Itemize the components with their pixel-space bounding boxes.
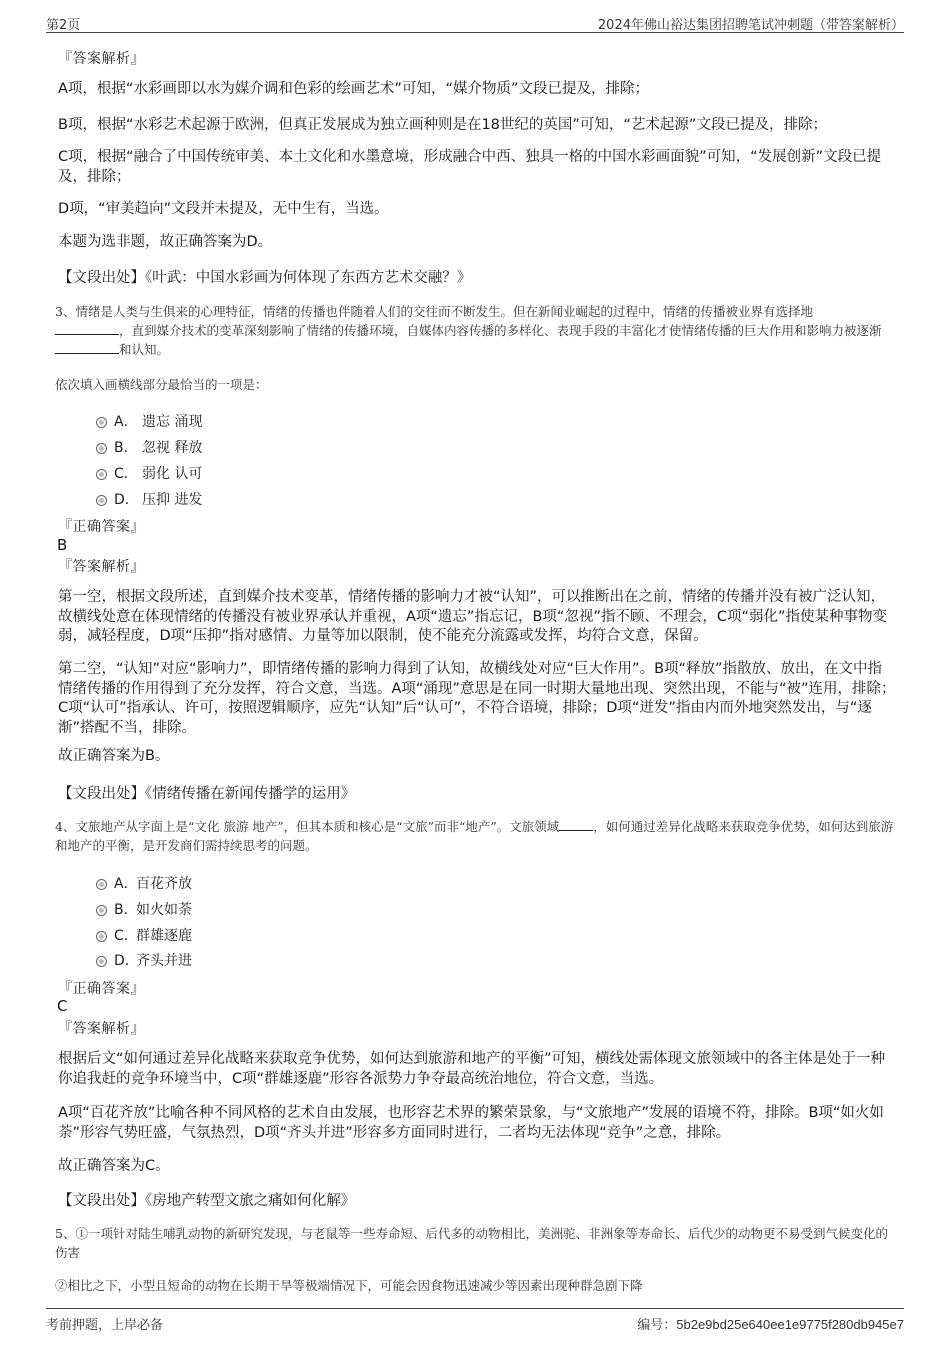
question-prompt: 依次填入画横线部分最恰当的一项是：: [55, 377, 268, 392]
analysis-conclusion: 故正确答案为C。: [58, 1158, 170, 1174]
analysis-paragraph: D项，“审美趋向”文段并未提及，无中生有，当选。: [58, 201, 389, 217]
correct-answer-label: 『正确答案』: [58, 981, 145, 997]
radio-icon[interactable]: [96, 931, 107, 942]
fill-blank: [559, 817, 593, 831]
radio-icon[interactable]: [96, 443, 107, 454]
radio-icon[interactable]: [96, 905, 107, 916]
source-title: 《房地产转型文旅之痛如何化解》: [145, 1193, 356, 1209]
source-title: 《叶武：中国水彩画为何体现了东西方艺术交融？》: [145, 270, 472, 286]
question-stem: 3、情绪是人类与生俱来的心理特征，情绪的传播也伴随着人们的交往而不断发生。但在新闻业崛起的过程中，情绪的传播被业界有选择地 ，直到媒介技术的变革深刻影响了情绪的传播环境，自媒体内容传播的多样化、表现手段的丰富化才使情绪传播的巨大作用和影响力被逐渐 和认知。: [55, 304, 882, 357]
source-label: 【文段出处】: [58, 786, 145, 802]
radio-icon[interactable]: [96, 956, 107, 967]
analysis-paragraph: C项，根据“融合了中国传统审美、本土文化和水墨意境，形成融合中西、独具一格的中国水彩画面貌”可知，“发展创新”文段已提及，排除；: [58, 149, 882, 185]
page-header: [46, 14, 904, 33]
analysis-paragraph: 第二空，“认知”对应“影响力”，即情绪传播的影响力得到了认知，故横线处对应“巨大作用”。B项“释放”指散放、放出，在文中指情绪传播的作用得到了充分发挥，符合文意，当选。A项“涌现”意思是在同一时期大量地出现、突然出现，不能与“被”连用，排除；C项“认可”指承认、许可，按照逻辑顺序，应先“认知”后“认可”，不符合语境，排除；D项“迸发”指由内而外地突然发出，与“逐渐”搭配不当，排除。: [58, 661, 896, 736]
analysis-paragraph: 第一空，根据文段所述，直到媒介技术变革，情绪传播的影响力才被“认知”，可以推断出在之前，情绪的传播并没有被广泛认知，故横线处意在体现情绪的传播没有被业界承认并重视，A项“遗忘”指忘记，B项“忽视”指不顾、不理会，C项“弱化”指使某种事物变弱，减轻程度，D项“压抑”指对感情、力量等加以限制，使不能充分流露或发挥，均符合文意，保留。: [58, 589, 888, 644]
radio-icon[interactable]: [96, 495, 107, 506]
analysis-paragraph: 根据后文“如何通过差异化战略来获取竞争优势，如何达到旅游和地产的平衡”可知，横线处需体现文旅领域中的各主体是处于一种你追我赶的竞争环境当中，C项“群雄逐鹿”形容各派势力争夺最高统治地位，符合文意，当选。: [58, 1051, 886, 1087]
document-code: 编号：5b2e9bd25e640ee1e9775f280db945e7: [637, 1317, 904, 1333]
source-label: 【文段出处】: [58, 1193, 145, 1209]
fill-blank: [55, 321, 119, 335]
question-stem: 4、文旅地产从字面上是“文化 旅游 地产”，但其本质和核心是“文旅”而非“地产”。文旅领域 ，如何通过差异化战略来获取竞争优势，如何达到旅游和地产的平衡，是开发商们需持续思考的问题。: [55, 819, 894, 853]
source-label: 【文段出处】: [58, 270, 145, 286]
fill-blank: [55, 340, 119, 354]
analysis-label: 『答案解析』: [58, 51, 145, 67]
radio-icon[interactable]: [96, 469, 107, 480]
question-sentence: ②相比之下，小型且短命的动物在长期干旱等极端情况下，可能会因食物迅速减少等因素出现种群急剧下降: [55, 1278, 643, 1293]
source-title: 《情绪传播在新闻传播学的运用》: [145, 786, 356, 802]
analysis-label: 『答案解析』: [58, 559, 145, 575]
correct-answer: C: [57, 997, 68, 1015]
analysis-conclusion: 故正确答案为B。: [58, 748, 170, 764]
footer-motto: 考前押题，上岸必备: [46, 1318, 164, 1333]
source-line: [58, 782, 355, 803]
analysis-paragraph: A项，根据“水彩画即以水为媒介调和色彩的绘画艺术”可知，“媒介物质”文段已提及，排除；: [58, 81, 649, 97]
source-line: [58, 1189, 355, 1210]
page-number: 第2页: [46, 18, 81, 33]
analysis-paragraph: B项，根据“水彩艺术起源于欧洲，但真正发展成为独立画种则是在18世纪的英国”可知，“艺术起源”文段已提及，排除；: [58, 117, 827, 133]
question-stem: 5、①一项针对陆生哺乳动物的新研究发现，与老鼠等一些寿命短、后代多的动物相比，美洲驼、非洲象等寿命长、后代少的动物更不易受到气候变化的伤害: [55, 1226, 888, 1260]
correct-answer-label: 『正确答案』: [58, 519, 145, 535]
analysis-conclusion: 本题为选非题，故正确答案为D。: [58, 234, 273, 250]
source-line: [58, 266, 471, 287]
radio-icon[interactable]: [96, 879, 107, 890]
correct-answer: B: [57, 536, 68, 554]
page-footer: [46, 1308, 904, 1333]
analysis-label: 『答案解析』: [58, 1021, 145, 1037]
document-title: 2024年佛山裕达集团招聘笔试冲刺题（带答案解析）: [597, 18, 904, 33]
radio-icon[interactable]: [96, 417, 107, 428]
analysis-paragraph: A项“百花齐放”比喻各种不同风格的艺术自由发展，也形容艺术界的繁荣景象，与“文旅地产”发展的语境不符，排除。B项“如火如荼”形容气势旺盛，气氛热烈，D项“齐头并进”形容多方面同时进行，二者均无法体现“竞争”之意，排除。: [58, 1105, 884, 1141]
